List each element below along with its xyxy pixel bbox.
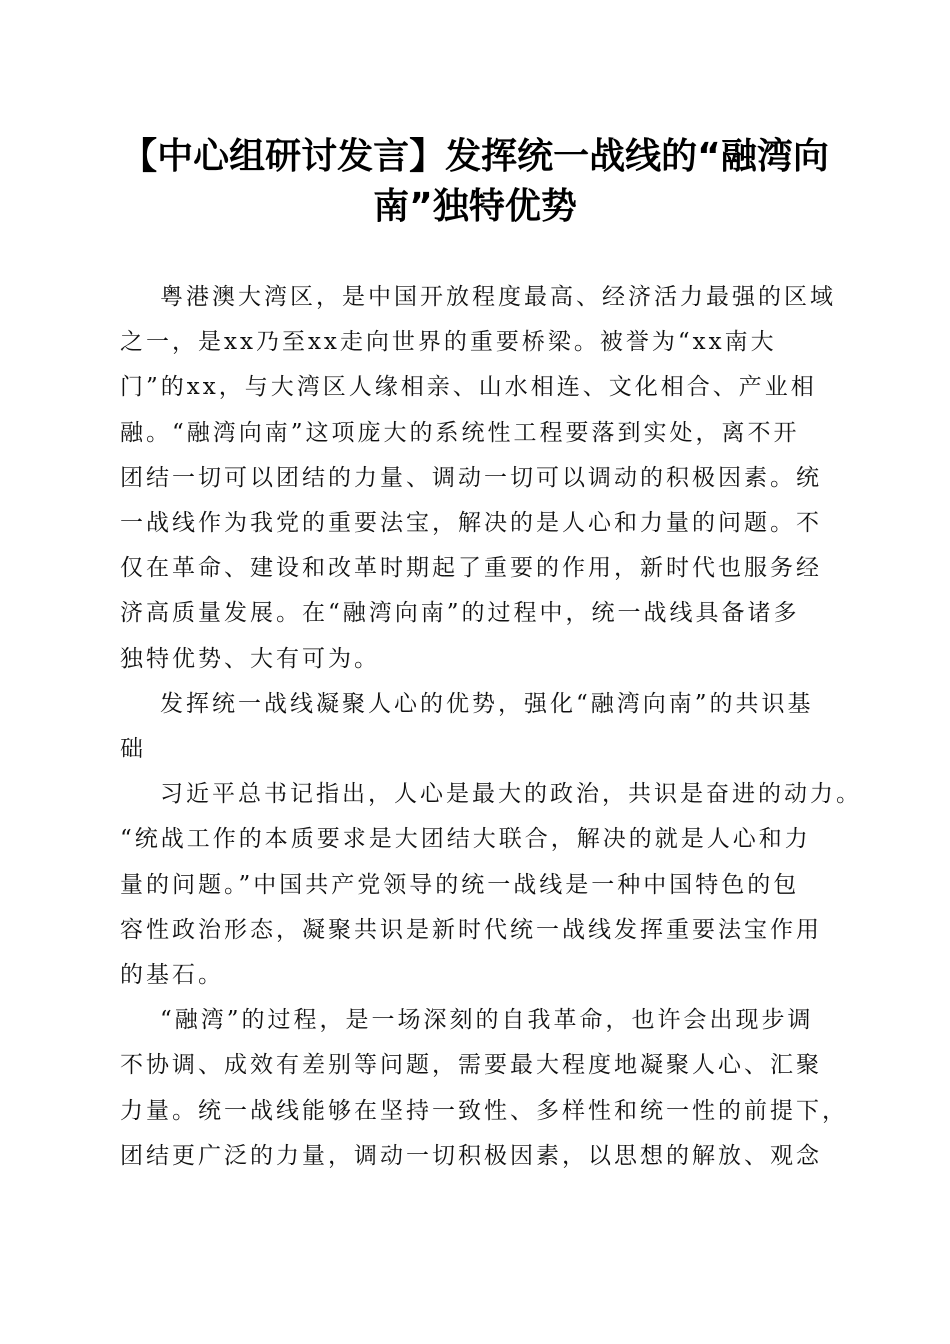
text-line: 独特优势、大有可为。 (120, 645, 380, 672)
text-line: 济高质量发展。在“融湾向南”的过程中，统一战线具备诸多 (120, 600, 800, 627)
section-heading (120, 682, 824, 772)
text-line: 习近平总书记指出，人心是最大的政治，共识是奋进的动力。 (160, 781, 862, 808)
text-line: 仅在革命、建设和改革时期起了重要的作用，新时代也服务经 (120, 555, 822, 582)
text-line: 团结更广泛的力量，调动一切积极因素，以思想的解放、观念 (120, 1142, 822, 1169)
text-line: 融。“融湾向南”这项庞大的系统性工程要落到实处，离不开 (120, 419, 800, 446)
text-line: 之一，是xx乃至xx走向世界的重要桥梁。被誉为“xx南大 (120, 329, 777, 356)
text-line: “融湾”的过程，是一场深刻的自我革命，也许会出现步调 (160, 1007, 814, 1034)
text-line: “统战工作的本质要求是大团结大联合，解决的就是人心和力 (120, 826, 811, 853)
paragraph-integration (120, 998, 848, 1179)
text-line: 量的问题。”中国共产党领导的统一战线是一种中国特色的包 (120, 871, 800, 898)
text-line: 团结一切可以团结的力量、调动一切可以调动的积极因素。统 (120, 464, 822, 491)
paragraph-intro (120, 275, 836, 682)
text-line: 力量。统一战线能够在坚持一致性、多样性和统一性的前提下， (120, 1097, 848, 1124)
text-line: 容性政治形态，凝聚共识是新时代统一战线发挥重要法宝作用 (120, 916, 822, 943)
title-line: 【中心组研讨发言】发挥统一战线的“融湾向 (121, 136, 829, 177)
text-line: 门”的xx，与大湾区人缘相亲、山水相连、文化相合、产业相 (120, 374, 817, 401)
text-line: 础 (120, 736, 146, 763)
text-line: 粤港澳大湾区，是中国开放程度最高、经济活力最强的区域 (160, 284, 836, 310)
title-line: 南”独特优势 (373, 186, 577, 227)
document-title (110, 132, 840, 232)
text-line: 的基石。 (120, 962, 224, 989)
text-line: 发挥统一战线凝聚人心的优势，强化“融湾向南”的共识基 (160, 690, 814, 717)
document-body (120, 275, 862, 1179)
paragraph-consensus (120, 772, 862, 998)
text-line: 一战线作为我党的重要法宝，解决的是人心和力量的问题。不 (120, 510, 822, 537)
text-line: 不协调、成效有差别等问题，需要最大程度地凝聚人心、汇聚 (120, 1052, 822, 1079)
